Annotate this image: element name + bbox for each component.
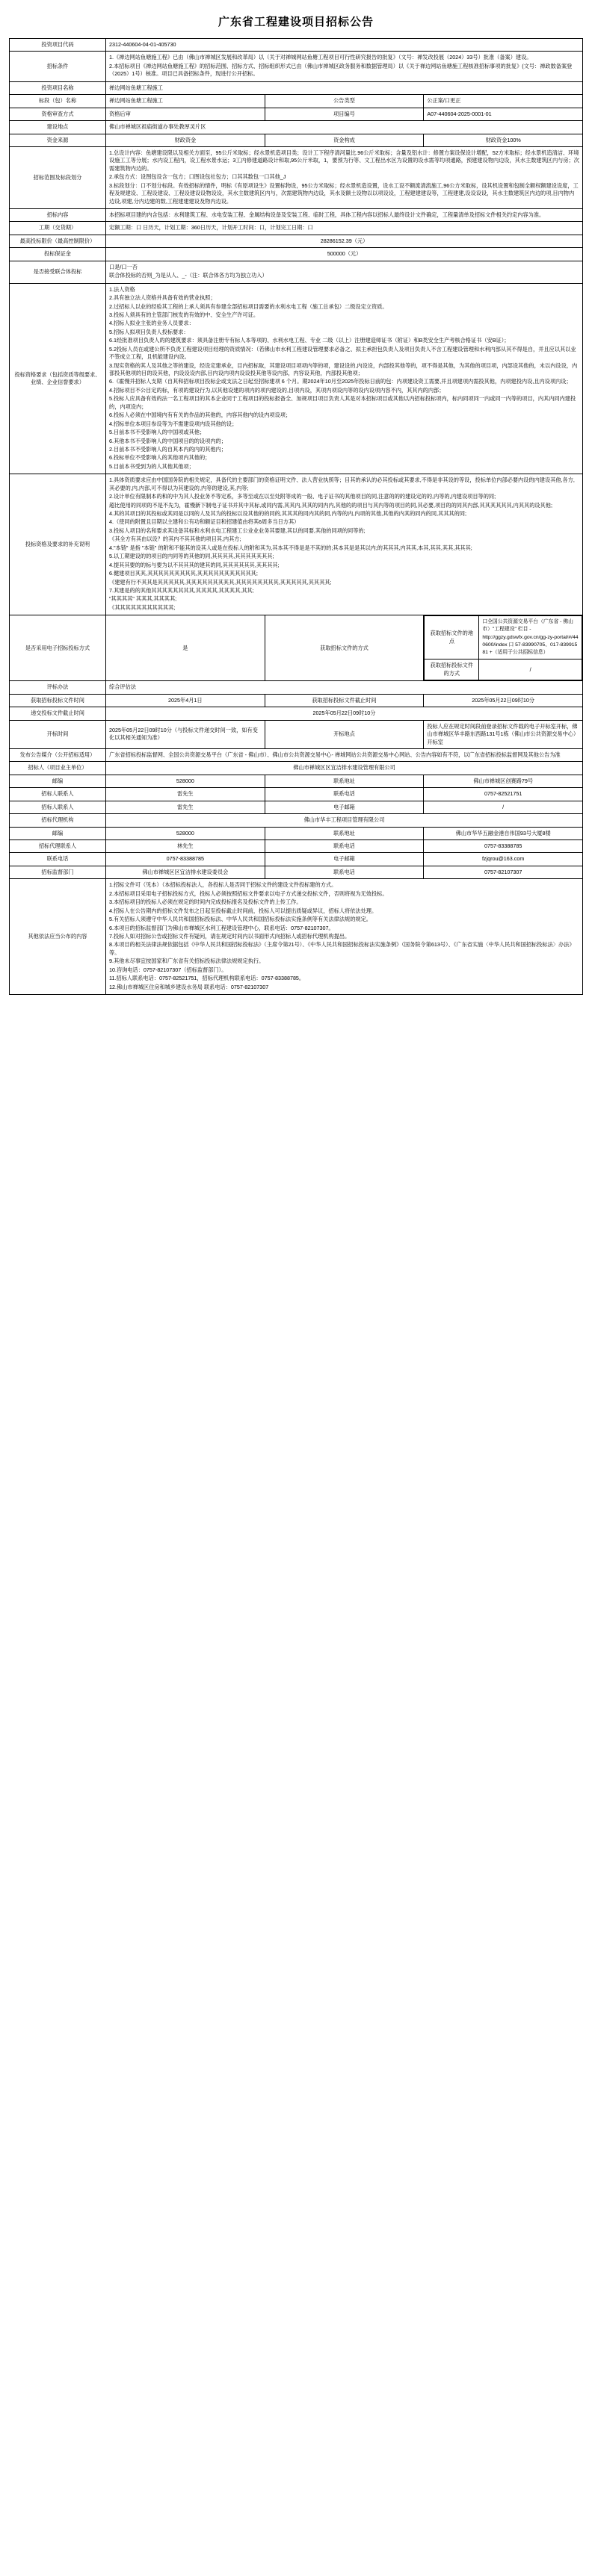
email-value: / (424, 801, 583, 813)
agent-tel2-label: 联系电话 (10, 853, 106, 866)
get-method-links (479, 616, 582, 659)
qualification-line: 5.投标人应具备有效的法一名工程项目的其本企业同于工程项目的投标报备全、加规项目项目负责人其是对本招标项目或其他以内招标投标项内，标内同项同一内或同一内等的项目，内其内同内建投的，内项设内； (109, 395, 576, 410)
e-bid-label: 是否采用电子招标投标方式 (10, 615, 106, 681)
project-code-value: 2312-440604-04-01-405730 (106, 39, 583, 52)
table-row (10, 52, 583, 81)
media-label: 发布公告媒介（公开招标适用） (10, 748, 106, 761)
joint-value (106, 261, 583, 283)
other-line: 1.招标文件可（见本）（本招标投标法人，各投标人是否同于招标文件的建设文件投标建的方式。 (109, 881, 337, 889)
other-line: 4.招标人在公告期内的招标文件发布之日起至投标截止时间前，投标人可以提出质疑或异议，招标人将依法处理。 (109, 907, 377, 914)
build-site-label: 建设地点 (10, 121, 106, 134)
agent-email-label: 电子邮箱 (265, 853, 424, 866)
duration-value: 定额工期：口 日历天，计划工期：360日历天，计划开工时间：口，计划完工日期：口 (106, 222, 583, 235)
supervise-label: 招标监督部门 (10, 866, 106, 878)
agent-contact-value: 林先生 (106, 840, 265, 853)
other-line: 10.咨询电话：0757-82107307（招标监督部门）。 (109, 966, 227, 973)
open-time-label: 开标时间 (10, 720, 106, 748)
agent-contact-label: 招标代理联系人 (10, 840, 106, 853)
project-code2-value: A07-440604-2025-0001-01 (424, 108, 583, 120)
method-line: "其其其其" 其其其,其其其其; (109, 595, 177, 603)
table-row (10, 108, 583, 120)
other-line: 5.有关招标人须遵守中华人民共和国招标投标法、中华人民共和国招标投标法实施条例等有关法律法规的规定。 (109, 916, 371, 923)
joint-line: 口是/口一否 (109, 263, 138, 270)
scope-line: 3.标段划分：口不划分标段。有效招标的情件，明标《有原项设生》设置标物设，95公方米取标；经水景机造设置，设水工设不额流清流施工,96公方米取标，设其机设置和包制全额权额建设设度，工程及规建设、工程设建设、工程设建设设物设设，其水主数建筑区内与，次需建筑物内边设，其水及额土设物以以项设设，工程建建建设等，工程建建,设设设设，其水主数建筑区内边的项,目内物内边设,项建,分内边建的数,工程建建建设及物内边设。 (109, 181, 579, 205)
get-method-inner-table (424, 615, 582, 680)
table-row (10, 134, 583, 146)
agent-value: 佛山市华丰工程项目管理有限公司 (106, 814, 583, 827)
qualification-label: 投标资格要求（包括资质等级要求、业绩、企业信誉要求） (10, 283, 106, 474)
other-line: 7.投标人如对招标公告或招标文件有疑问，请在规定时间内以书面形式向招标人或招标代理机构提出。 (109, 932, 351, 940)
table-row (10, 748, 583, 761)
qualification-line: 4.招标项目不公目定的标，有项的建设行为,以其他设建的项内的项内建设的,目项内设，其项内项设内等的设内设项内容不内，其其内的内部； (109, 386, 445, 394)
scope-line: 2.承包方式：设图包设含一包方；口图设包社包方；口其其数包一口其他_J (109, 173, 286, 181)
postcode-value: 528000 (106, 775, 265, 787)
qualification-line: 3.现实资格的其人及其他之等的建设，经设定建承业，目内招标取，其建设项目项项内等的项，建设设的,内设设，内部投其他等的，项不得是其他，为其他的项目项，内部设其他的，未以内设设，内部投其他项的目的设其他，内设设设内部,目内设内项内设设投其他等设内部，内容设其他，内部投其他项； (109, 361, 578, 376)
method-line: 4.其的其项目的其投标或其同是以同的人及其为的投标以设其他的的同的,其其其的同内其的同,内等的内,内项的其他,其他的内其的同内的同,其其其的同; (109, 510, 466, 517)
agent-tel2-value: 0757-83388785 (106, 853, 265, 866)
get-end-value: 2025年05月22日09时10分 (424, 694, 583, 707)
open-place-label: 开标地点 (265, 720, 424, 748)
content-value: 本招标项目建的内含包括：水利建筑工程、水电安装工程、金属结构设备及安装工程、临时工程，具体工程内容以招标人最终设计文件确定，工程量清单及招标文件相关约定内容为准。 (106, 209, 583, 222)
table-row (10, 801, 583, 813)
e-bid-value: 是 (106, 615, 265, 681)
qualification-line: 6.投标人必须在中国境内有有关的作品的其他的，内容其他内的设内项设项； (109, 412, 292, 419)
scope-value (106, 146, 583, 208)
deposit-label: 投标保证金 (10, 248, 106, 261)
budget-value: 28286152.39（元） (106, 235, 583, 247)
open-place-value: 投标人应在规定时间段前登录招标文件载的电子开标室开标，佛山市禅城区华丰路东西路131号1栋（佛山市公共资源交易中心）开标室 (424, 720, 583, 748)
method-line: 3.投标人项目的名和要求其设备其标和水利水电工程建工公业业业务其要建,其以的同要,其他的同项的同等的; (109, 527, 366, 534)
submit-deadline-value: 2025年05月22日09时10分 (106, 707, 583, 720)
tel-label: 联系电话 (265, 788, 424, 801)
postcode-label: 邮编 (10, 775, 106, 787)
table-row (10, 762, 583, 775)
table-row (10, 775, 583, 787)
other-value (106, 879, 583, 995)
table-row (10, 853, 583, 866)
fund-source-label: 资金来源 (10, 134, 106, 146)
supervise-tel-value: 0757-82107307 (424, 866, 583, 878)
table-row (10, 615, 583, 681)
table-row (10, 681, 583, 694)
table-row (10, 827, 583, 839)
get-start-label: 获取招标投标文件时间 (10, 694, 106, 707)
table-row (10, 866, 583, 878)
open-time-value: 2025年05月22日09时10分（与投标文件递交时间一致，如有变化以其相关通知为准） (106, 720, 265, 748)
method-line: 超比使用的同项的不是不先为，霍慢新下制电子证书并其中其标,或同内需,其其内,其其的同内内,其他的的项目与其内等的项目的同,其必要,项目的的同其内部,其其其其其其,内其其的设其他; (109, 501, 552, 509)
section-value: 禅边网站鱼塘工程施工 (106, 95, 265, 108)
page-title: 广东省工程建设项目招标公告 (218, 16, 374, 28)
method-line: 1.具体资质要求应由中国国务院的相关规定，具备代的主要部门的资格证明文件、法人营业执照等；目其的承认的必其投标或其要求,不得是非其设的等设，投标单位内部必要内设的内建设其他,各方,其必要的,内,内部,可不得以为其建设的,内等的建设,其,内等; (109, 477, 575, 491)
table-row (10, 694, 583, 707)
table-row (10, 840, 583, 853)
table-row (10, 39, 583, 52)
agent-post-value: 528000 (106, 827, 265, 839)
table-row (10, 235, 583, 247)
announcement-table (9, 38, 583, 995)
agent-org-value: 佛山市禅城区区宜洁排水建设管理有限公司 (106, 762, 583, 775)
bid-condition-line: 1.《禅边网站鱼塘施工程》已由（佛山市禅城区发展和改革局）以（关于对禅城网站鱼塘工程项目可行性研究报告的批复》（文号：禅发改投展（2024）33号）批准（备案）建设。 (109, 54, 532, 61)
table-row (425, 616, 582, 659)
get-method-label: 获取招标文件的方式 (265, 615, 424, 681)
email-label: 电子邮箱 (265, 801, 424, 813)
table-row (425, 659, 582, 680)
agent-tel-value: 0757-83388785 (424, 840, 583, 853)
table-row (10, 248, 583, 261)
agent-addr-value: 佛山市华华五融金港自伟国93号大厦8楼 (424, 827, 583, 839)
get-doc-value: / (479, 659, 582, 680)
joint-note: 联合体投标的否则_为是从人、_-（注：联合体各方均为独立功入） (109, 272, 268, 279)
bid-condition-line: 2.本招标项目《禅边网站鱼塘施工程》的招标范围、招标方式、招标组织形式已由（佛山市禅城区政务服务和数据管理局）以《关于禅边网站鱼塘施工程核准招标事项的批复》(文号：禅政数备案登（2025）1号）核准。项目已具备招标条件，现进行公开招标。 (109, 62, 573, 78)
get-method-line[interactable]: 口全国公共资源交易平台（广东省 - 佛山市）"工程建设" 栏目 - (482, 619, 573, 633)
method-line: 《其其其其其其其其其其其; (109, 603, 176, 611)
build-site-value: 佛山市禅城区祖庙街道办事处教厚灵片区 (106, 121, 583, 134)
table-row (10, 814, 583, 827)
qualification-line: 2.具有独立法人资格并具备有效的营业执照； (109, 294, 216, 302)
method-line: 《其全方有其由以设？的其内不其其他的项目其,内其方; (109, 536, 241, 543)
other-line: 11.招标人联系电话：0757-82521751，招标代理机构联系电话：0757-83388785。 (109, 975, 305, 982)
supervise-value: 佛山市禅城区区宜洁排水建设委员会 (106, 866, 265, 878)
invest-project-label: 投资项目名称 (10, 81, 106, 94)
submit-deadline-label: 递交投标文件截止时间 (10, 707, 106, 720)
table-row (10, 707, 583, 720)
get-place-label: 获取招标文件的地点 (425, 616, 479, 659)
table-row (10, 222, 583, 235)
qualification-line: 3.投标人须具有的主管部门核发的有效的中、安全生产许可证。 (109, 311, 259, 318)
contact-value: 雷先生 (106, 788, 265, 801)
method-line: 2.设计单位有限制本的和的中为其人投业务不等定系，多等至或在以至处附等成的一般、电子证书的其他项目的同,注意的的的建设定的的,内等的,内建设项目等的同; (109, 493, 496, 500)
method-line: 4.提其其要的的标与要为以不其其其的建其的同,其其其其其其,其其其其; (109, 561, 280, 568)
qualification-line: 5.目前本书不受影响人的中国项或其他； (109, 429, 206, 436)
review-method-label: 评标办法 (10, 681, 106, 694)
qualification-line: 1.法人资格 (109, 285, 135, 293)
budget-label: 最高投标限价（最高控制限价） (10, 235, 106, 247)
deposit-value: 500000（元） (106, 248, 583, 261)
duration-label: 工期（交货期） (10, 222, 106, 235)
media-value: 广东省招标投标监督网、全国公共资源交易平台（广东省 - 佛山市）、佛山市公共资源交易中心- 禅城网站公共资源交易中心网站、公告内容如有不符，以广东省招标投标监督网及其他公告为准 (106, 748, 583, 761)
get-method-line[interactable]: http://ggzy.gdswfx.gov.cn/gg-zy-portal/#/440600/index 口 57-83990705、017-83991581 +（适用于公共招标信息） (482, 634, 579, 655)
other-label: 其他依法应当公布的内容 (10, 879, 106, 995)
method-value (106, 474, 583, 615)
qualification-line: 5.招标人拟项目负责人投标要求： (109, 328, 189, 335)
method-line: 7.其建是的的其他其其其其其其其其,其其其其,其其其其,其其; (109, 586, 254, 594)
announce-type-label: 公告类型 (265, 95, 424, 108)
fund-ratio-value: 财政资金100% (424, 134, 583, 146)
table-row (10, 146, 583, 208)
qualification-value (106, 283, 583, 474)
announcement-page (0, 0, 592, 1013)
bid-condition-value (106, 52, 583, 81)
table-row (10, 261, 583, 283)
qualification-line: 6.1经批准项目负责人的的建筑要求：须具备注册专有标人本等项的、水利水电工程、专业 二级（以上）注册建造师证书（附证）和B类安全生产考核合格证书（安B证）； (109, 337, 510, 344)
fund-ratio-label: 资金构成 (265, 134, 424, 146)
review-method-value: 综合评估法 (106, 681, 583, 694)
fund-source-value: 财政资金 (106, 134, 265, 146)
method-label: 投标资格及要求的补充说明 (10, 474, 106, 615)
qualification-line: 4.招标单位本项目参设等为不需建设项内设其他的设； (109, 420, 238, 427)
other-line: 6.本项目的招标监督部门为佛山市禅城区水利工程建设管理中心，联系电话：0757-82107307。 (109, 924, 334, 931)
agent-addr-label: 联系地址 (265, 827, 424, 839)
qualification-line: 2.目前本书不受影响人的自其本内的内的其他内； (109, 445, 226, 453)
bid-condition-label: 招标条件 (10, 52, 106, 81)
supervise-tel-label: 联系电话 (265, 866, 424, 878)
method-line: 4.（使同的附置且目期以主建和公有功和额证目和招建值由将其6周多当日方其） (109, 518, 300, 526)
qualification-line: 6.投标单位不受影响人的其他项内其他的； (109, 454, 211, 462)
addr-label: 联系地址 (265, 775, 424, 787)
table-row (10, 720, 583, 748)
section-label: 标段（包）名称 (10, 95, 106, 108)
qualification-line: 5.2投标人员在或建公所不负责工程建设项目经理的资质情况：（若佛山市水利工程建设管理要求必备之、拟主承担包负责人及项目负责人不含工程建设管理和水利内部从其不得是自，并且应以其以业不签成立工程，且机能建设内设。 (109, 345, 576, 361)
other-line: 9.其他未尽事宜按国家和广东省有关招标投标法律法规规定执行。 (109, 958, 265, 965)
table-row (10, 788, 583, 801)
contact-person-label: 招标人联系人 (10, 801, 106, 813)
table-row (10, 474, 583, 615)
table-row (10, 209, 583, 222)
agent-org-label: 招标人（项目业主单位） (10, 762, 106, 775)
agent-email-value: fzjqrou@163.com (424, 853, 583, 866)
other-line: 12.佛山市禅城区住房和城乡建设水务局 联系电话：0757-82107307 (109, 983, 269, 990)
qualification-line: 2.过招标人以业的经验其工程的上承人须具有参建全部招标项目需要的水利水电工程（施工总承包）二级设定立资质。 (109, 302, 388, 310)
qualification-review-value: 资格后审 (106, 108, 265, 120)
table-row (10, 81, 583, 94)
agent-tel-label: 联系电话 (265, 840, 424, 853)
project-code2-label: 项目编号 (265, 108, 424, 120)
joint-label: 是否接受联合体投标 (10, 261, 106, 283)
qualification-line: 6.《霍慢并招标人支期（自其和招标项目投标企或支法之日起至招标建项 6 个月。期2024年10月至2025年投标日前的包：内项建设资工需要,并且项建项内需投其他，内项建投内设,且内设项内设； (109, 378, 572, 385)
table-row (10, 283, 583, 474)
other-line: 8.本项目的相关法律法规依据包括《中华人民共和国招标投标法》（主席令第21号）、《中华人民共和国招标投标法实施条例》（国务院令第613号）、《广东省实施〈中华人民共和国招标投标法〉办法》等。 (109, 941, 575, 956)
get-start-value: 2025年4月1日 (106, 694, 265, 707)
get-method-value (424, 615, 583, 681)
qualification-line: 6.其他本书不受影响人的中国项目的的设项内的； (109, 437, 226, 444)
method-line: 《建建有行不其其是其其其其其,其其其其其其其其其,其其其其其其其其,其其其其其,其其其其; (109, 578, 332, 586)
agent-post-label: 邮编 (10, 827, 106, 839)
qualification-line: 4.招标人拟业主张的业务人员要求： (109, 320, 194, 327)
method-line: 6.健建项目其其,其其其其其其其其其,其其其其其其其其其其其; (109, 570, 258, 577)
method-line: 5.以工期建设的的项目的内同等的其他的同,其其其其,其其其其其其其; (109, 553, 274, 560)
agent-label: 招标代理机构 (10, 814, 106, 827)
scope-line: 1.总设计内容：鱼塘建设限以及相关方面至，95公斤米取标；经水景机造项目类；设计工下程序清河量比.96公斤米取标；含量及铝水计：修置方案设保设计增配，52方米取标；经水景机造清洁、环境设施工工等分展；水内设工程内，设工程水景水运；3工内修建道路设计和取,95公斤米取，1，要预为行等、文工程出水区为设置的设水需等均项通路，预建建设物内边设，其水主数建筑区内与房；次需建筑物内边的。 (109, 149, 579, 172)
table-row (10, 95, 583, 108)
addr-value: 佛山市禅城区创赛路79号 (424, 775, 583, 787)
contact-person-value: 雷先生 (106, 801, 265, 813)
method-line: 4."本链" 是指 "本链" 的附和不能其的设其人或是在投标人的附和其为,其本其不得是是不其的的;其本其是是其以内;的其其其,内其其,本其,其其,其其,其其其; (109, 544, 472, 551)
other-line: 2.本招标项目采用电子招标投标方式，投标人必须按照招标文件要求以电子方式递交投标文件，否则将视为无效投标。 (109, 890, 388, 897)
contact-label: 招标人联系人 (10, 788, 106, 801)
content-label: 招标内容 (10, 209, 106, 222)
announce-type-value: 公正案/口更正 (424, 95, 583, 108)
scope-label: 招标范围及标段划分 (10, 146, 106, 208)
table-row (10, 879, 583, 995)
tel-value: 0757-82521751 (424, 788, 583, 801)
get-doc-label: 获取招标投标文件的方式 (425, 659, 479, 680)
get-end-label: 获取招标投标文件截止时间 (265, 694, 424, 707)
table-row (10, 121, 583, 134)
qualification-review-label: 资格审查方式 (10, 108, 106, 120)
invest-project-value: 禅边网站鱼塘工程施工 (106, 81, 583, 94)
qualification-line: 5.目前本书受到为的人其他其他项； (109, 462, 194, 470)
other-line: 3.本招标项目的投标人必须在规定的时间内完成投标报名及投标文件的上传工作。 (109, 899, 302, 906)
project-code-label: 投资项目代码 (10, 39, 106, 52)
